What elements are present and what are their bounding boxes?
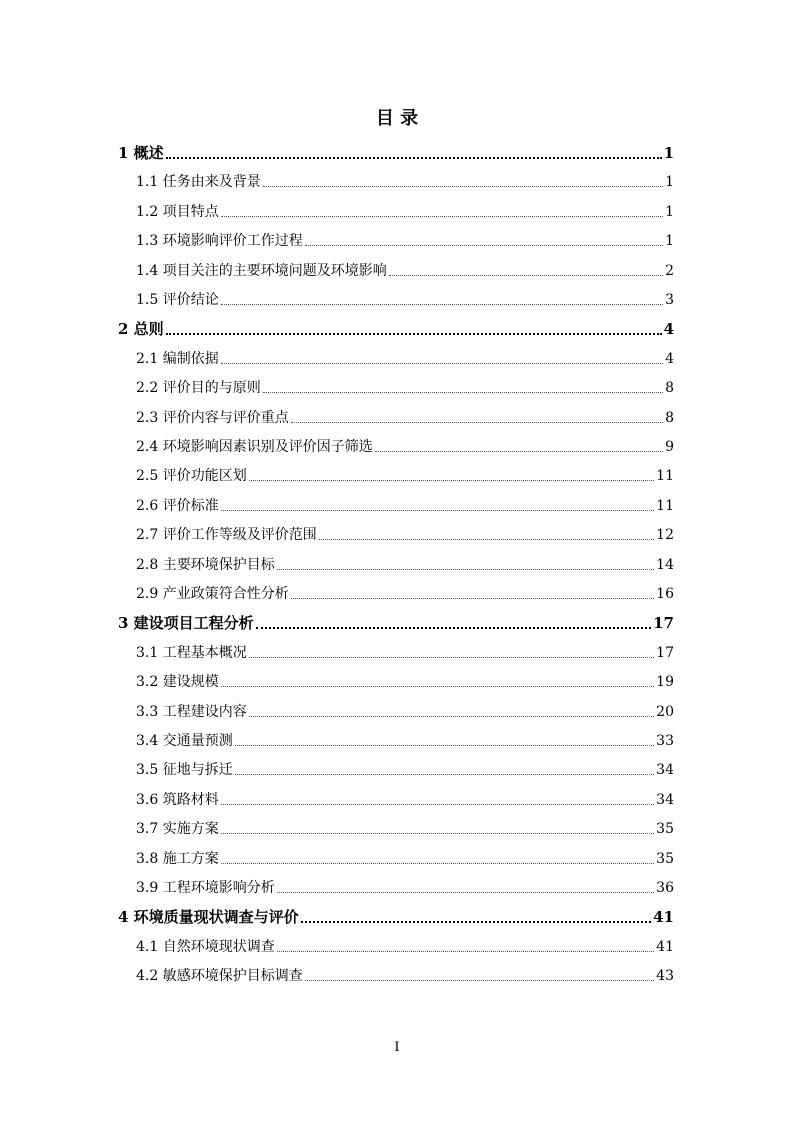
- toc-entry-page-number: 20: [656, 704, 674, 720]
- toc-dot-leader: [249, 657, 654, 658]
- toc-entry-label: 4 环境质量现状调查与评价: [118, 908, 299, 926]
- toc-chapter-entry[interactable]: [118, 612, 674, 634]
- toc-section-entry[interactable]: [118, 407, 674, 429]
- toc-dot-leader: [277, 951, 654, 952]
- toc-entry-label: 2.2 评价目的与原则: [136, 380, 261, 396]
- toc-entry-label: 2.8 主要环境保护目标: [136, 557, 275, 573]
- toc-dot-leader: [166, 157, 662, 159]
- toc-section-entry[interactable]: [118, 171, 674, 193]
- toc-dot-leader: [263, 186, 663, 187]
- toc-dot-leader: [221, 833, 654, 834]
- toc-section-entry[interactable]: [118, 436, 674, 458]
- toc-dot-leader: [277, 892, 654, 893]
- toc-entry-page-number: 12: [656, 527, 674, 543]
- toc-entry-page-number: 33: [656, 733, 674, 749]
- toc-entry-label: 3.6 筑路材料: [136, 792, 219, 808]
- toc-entry-page-number: 11: [656, 468, 674, 484]
- toc-chapter-entry[interactable]: [118, 318, 674, 340]
- toc-entry-page-number: 4: [663, 320, 674, 338]
- toc-entry-page-number: 36: [656, 880, 674, 896]
- toc-section-entry[interactable]: [118, 201, 674, 223]
- toc-chapter-entry[interactable]: [118, 906, 674, 928]
- toc-entry-page-number: 9: [665, 439, 674, 455]
- toc-dot-leader: [249, 716, 654, 717]
- toc-entry-page-number: 8: [665, 380, 674, 396]
- toc-dot-leader: [221, 804, 654, 805]
- toc-dot-leader: [166, 333, 662, 335]
- toc-dot-leader: [221, 863, 654, 864]
- toc-dot-leader: [375, 451, 663, 452]
- toc-section-entry[interactable]: [118, 730, 674, 752]
- toc-entry-page-number: 35: [656, 821, 674, 837]
- toc-section-entry[interactable]: [118, 936, 674, 958]
- toc-entry-label: 3.4 交通量预测: [136, 733, 233, 749]
- toc-entry-label: 4.2 敏感环境保护目标调查: [136, 968, 303, 984]
- toc-section-entry[interactable]: [118, 260, 674, 282]
- toc-entry-label: 3.7 实施方案: [136, 821, 219, 837]
- toc-dot-leader: [319, 539, 654, 540]
- toc-entry-page-number: 41: [653, 908, 674, 926]
- toc-dot-leader: [301, 921, 651, 923]
- toc-entry-label: 3 建设项目工程分析: [118, 614, 254, 632]
- toc-section-entry[interactable]: [118, 289, 674, 311]
- toc-section-entry[interactable]: [118, 583, 674, 605]
- toc-section-entry[interactable]: [118, 701, 674, 723]
- toc-dot-leader: [305, 980, 654, 981]
- toc-dot-leader: [291, 422, 663, 423]
- toc-entry-label: 2.4 环境影响因素识别及评价因子筛选: [136, 439, 373, 455]
- toc-entry-label: 1 概述: [118, 144, 164, 162]
- toc-section-entry[interactable]: [118, 465, 674, 487]
- toc-section-entry[interactable]: [118, 524, 674, 546]
- toc-entry-page-number: 16: [656, 586, 674, 602]
- toc-entry-page-number: 3: [665, 292, 674, 308]
- toc-entry-label: 2.9 产业政策符合性分析: [136, 586, 289, 602]
- toc-entry-page-number: 2: [665, 263, 674, 279]
- toc-entry-label: 2.1 编制依据: [136, 351, 219, 367]
- toc-entry-page-number: 17: [653, 614, 674, 632]
- toc-section-entry[interactable]: [118, 965, 674, 987]
- toc-entry-label: 4.1 自然环境现状调查: [136, 939, 275, 955]
- toc-entry-page-number: 11: [656, 498, 674, 514]
- toc-entry-label: 2.7 评价工作等级及评价范围: [136, 527, 317, 543]
- toc-dot-leader: [277, 569, 654, 570]
- toc-section-entry[interactable]: [118, 671, 674, 693]
- toc-entry-label: 2.5 评价功能区划: [136, 468, 247, 484]
- toc-section-entry[interactable]: [118, 230, 674, 252]
- toc-dot-leader: [221, 363, 663, 364]
- toc-section-entry[interactable]: [118, 554, 674, 576]
- toc-section-entry[interactable]: [118, 377, 674, 399]
- toc-section-entry[interactable]: [118, 642, 674, 664]
- toc-dot-leader: [263, 392, 663, 393]
- toc-entry-label: 2.3 评价内容与评价重点: [136, 410, 289, 426]
- toc-dot-leader: [291, 598, 654, 599]
- footer-page-number: I: [394, 1040, 400, 1055]
- toc-dot-leader: [235, 745, 654, 746]
- toc-entry-label: 1.2 项目特点: [136, 204, 219, 220]
- toc-section-entry[interactable]: [118, 818, 674, 840]
- toc-entry-label: 1.4 项目关注的主要环境问题及环境影响: [136, 263, 387, 279]
- toc-dot-leader: [235, 774, 654, 775]
- toc-dot-leader: [221, 510, 654, 511]
- toc-entry-page-number: 34: [656, 792, 674, 808]
- toc-entry-label: 1.3 环境影响评价工作过程: [136, 233, 303, 249]
- toc-entry-page-number: 1: [665, 204, 674, 220]
- toc-entry-page-number: 4: [665, 351, 674, 367]
- toc-dot-leader: [221, 216, 663, 217]
- toc-section-entry[interactable]: [118, 348, 674, 370]
- toc-section-entry[interactable]: [118, 877, 674, 899]
- toc-entry-page-number: 17: [656, 645, 674, 661]
- toc-entry-page-number: 34: [656, 762, 674, 778]
- toc-entry-label: 3.8 施工方案: [136, 851, 219, 867]
- toc-entry-label: 1.5 评价结论: [136, 292, 219, 308]
- toc-entry-label: 2 总则: [118, 320, 164, 338]
- toc-entry-page-number: 41: [656, 939, 674, 955]
- toc-entry-page-number: 35: [656, 851, 674, 867]
- toc-dot-leader: [256, 627, 651, 629]
- toc-dot-leader: [305, 245, 663, 246]
- toc-entry-page-number: 19: [656, 674, 674, 690]
- toc-entry-label: 3.3 工程建设内容: [136, 704, 247, 720]
- toc-entry-page-number: 1: [663, 144, 674, 162]
- toc-entry-page-number: 8: [665, 410, 674, 426]
- toc-entry-label: 2.6 评价标准: [136, 498, 219, 514]
- toc-entry-label: 3.1 工程基本概况: [136, 645, 247, 661]
- toc-entry-page-number: 43: [656, 968, 674, 984]
- toc-entry-label: 3.9 工程环境影响分析: [136, 880, 275, 896]
- toc-entry-page-number: 14: [656, 557, 674, 573]
- toc-entry-label: 3.5 征地与拆迁: [136, 762, 233, 778]
- toc-dot-leader: [389, 275, 663, 276]
- toc-dot-leader: [221, 686, 654, 687]
- toc-dot-leader: [221, 304, 663, 305]
- toc-section-entry[interactable]: [118, 789, 674, 811]
- toc-entry-label: 1.1 任务由来及背景: [136, 174, 261, 190]
- toc-section-entry[interactable]: [118, 848, 674, 870]
- toc-dot-leader: [249, 480, 654, 481]
- toc-entry-page-number: 1: [665, 174, 674, 190]
- toc-title: 目 录: [375, 108, 419, 129]
- toc-entry-page-number: 1: [665, 233, 674, 249]
- toc-entry-label: 3.2 建设规模: [136, 674, 219, 690]
- toc-section-entry[interactable]: [118, 495, 674, 517]
- toc-section-entry[interactable]: [118, 759, 674, 781]
- toc-chapter-entry[interactable]: [118, 142, 674, 164]
